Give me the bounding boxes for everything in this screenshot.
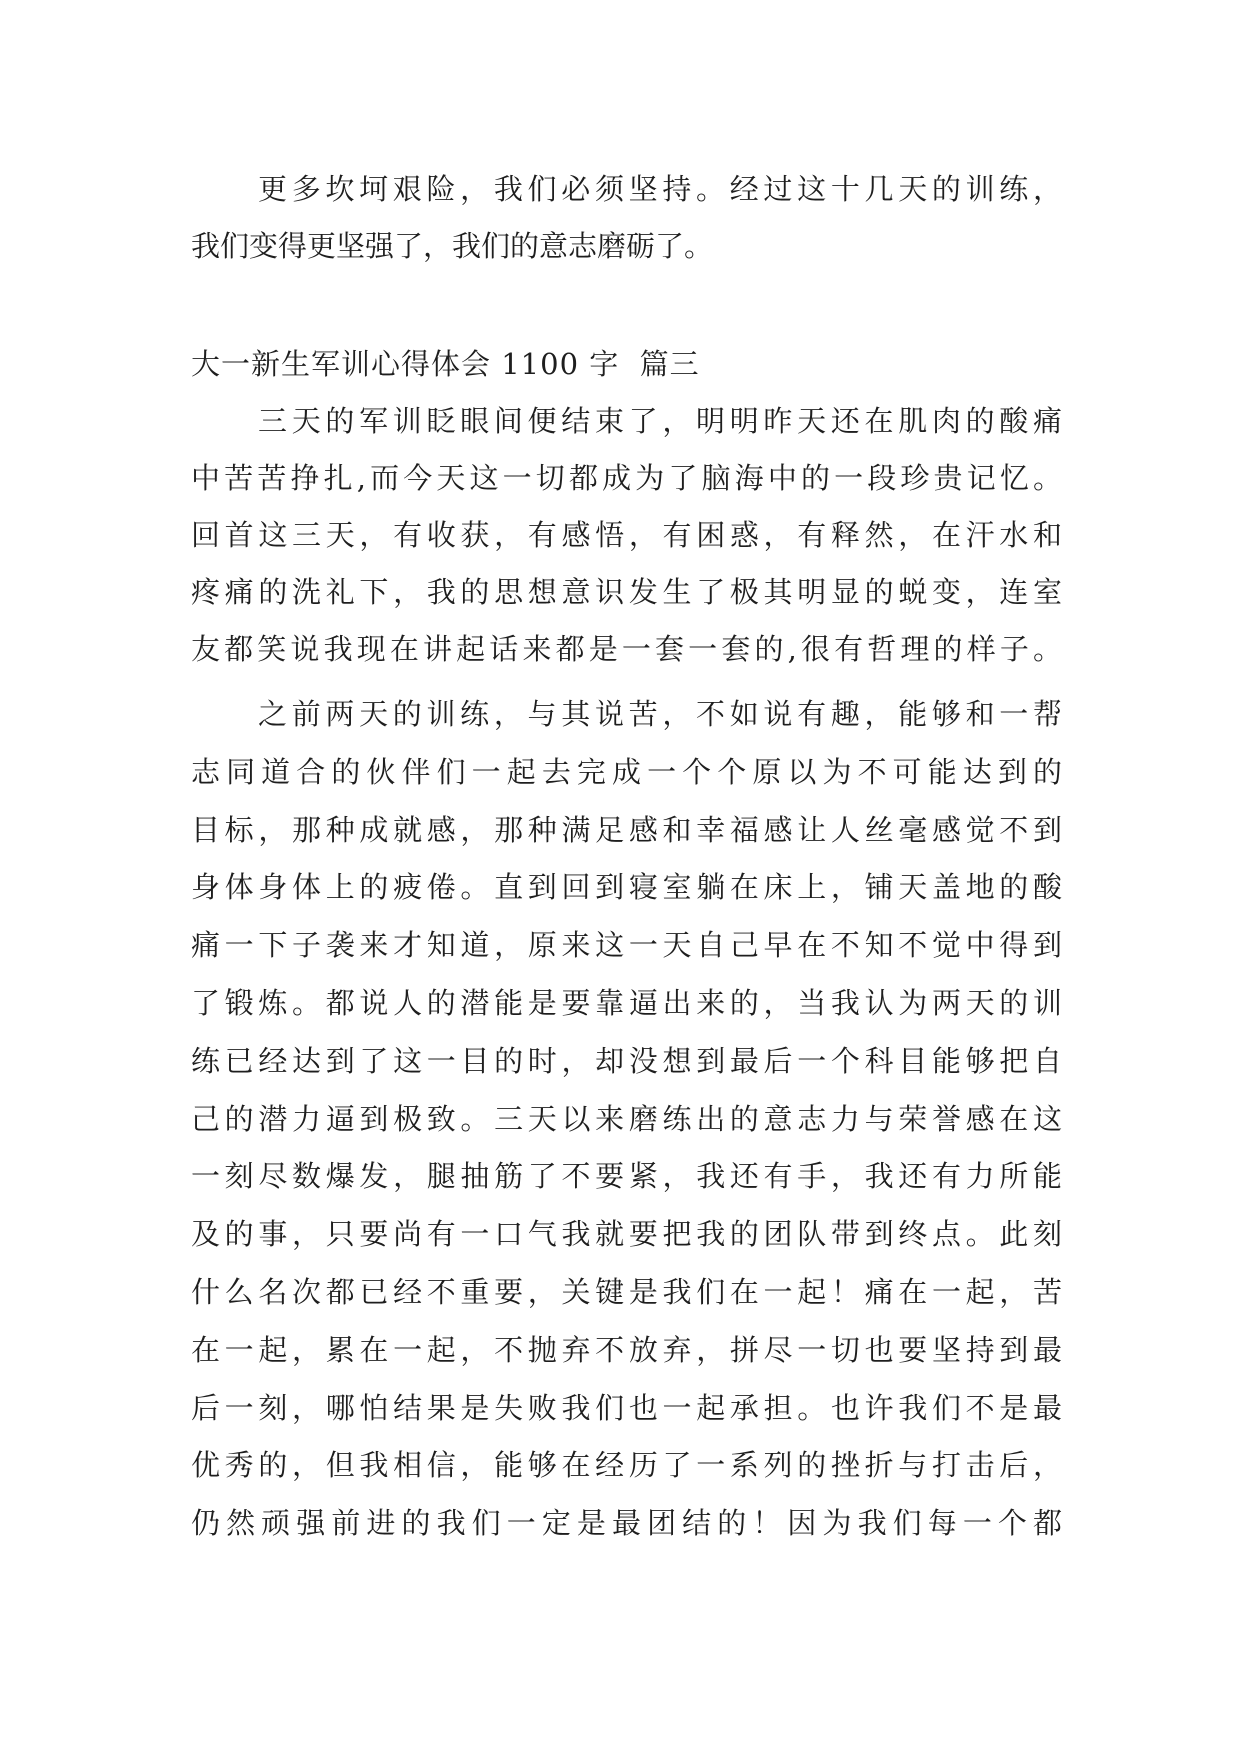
text-line: 己的潜力逼到极致。三天以来磨练出的意志力与荣誉感在这 (191, 1101, 1062, 1136)
paragraph (191, 393, 1062, 678)
text-line: 友都笑说我现在讲起话来都是一套一套的,很有哲理的样子。 (191, 632, 1062, 666)
text-line: 一刻尽数爆发，腿抽筋了不要紧，我还有手，我还有力所能 (191, 1159, 1062, 1194)
text-line: 回首这三天，有收获，有感悟，有困惑，有释然，在汗水和 (191, 518, 1062, 552)
text-line: 后一刻，哪怕结果是失败我们也一起承担。也许我们不是最 (191, 1390, 1062, 1425)
text-line: 什么名次都已经不重要，关键是我们在一起！痛在一起，苦 (191, 1274, 1062, 1309)
text-line: 志同道合的伙伴们一起去完成一个个原以为不可能达到的 (191, 754, 1062, 789)
text-line: 中苦苦挣扎,而今天这一切都成为了脑海中的一段珍贵记忆。 (191, 461, 1062, 495)
text-line: 疼痛的洗礼下，我的思想意识发生了极其明显的蜕变，连室 (191, 575, 1062, 609)
text-line: 优秀的，但我相信，能够在经历了一系列的挫折与打击后， (191, 1448, 1062, 1483)
text-line: 在一起，累在一起，不抛弃不放弃，拼尽一切也要坚持到最 (191, 1332, 1062, 1367)
text-line: 目标，那种成就感，那种满足感和幸福感让人丝毫感觉不到 (191, 812, 1062, 847)
text-line: 及的事，只要尚有一口气我就要把我的团队带到终点。此刻 (191, 1217, 1062, 1252)
text-line: 练已经达到了这一目的时，却没想到最后一个科目能够把自 (191, 1043, 1062, 1078)
paragraph (191, 686, 1062, 1553)
text-line: 之前两天的训练，与其说苦，不如说有趣，能够和一帮 (258, 697, 1062, 731)
section-heading: 大一新生军训心得体会 1100 字 篇三 (191, 347, 700, 381)
text-line: 三天的军训眨眼间便结束了，明明昨天还在肌肉的酸痛 (258, 404, 1062, 438)
continuation-paragraph (191, 161, 1062, 275)
section-heading-block (191, 336, 1062, 393)
text-line: 痛一下子袭来才知道，原来这一天自己早在不知不觉中得到 (191, 928, 1062, 963)
text-line: 更多坎坷艰险，我们必须坚持。经过这十几天的训练， (258, 172, 1062, 206)
text-line: 我们变得更坚强了，我们的意志磨砺了。 (191, 229, 714, 263)
text-line: 仍然顽强前进的我们一定是最团结的！因为我们每一个都 (191, 1506, 1062, 1541)
text-line: 身体身体上的疲倦。直到回到寝室躺在床上，铺天盖地的酸 (191, 870, 1062, 905)
text-line: 了锻炼。都说人的潜能是要靠逼出来的，当我认为两天的训 (191, 985, 1062, 1020)
